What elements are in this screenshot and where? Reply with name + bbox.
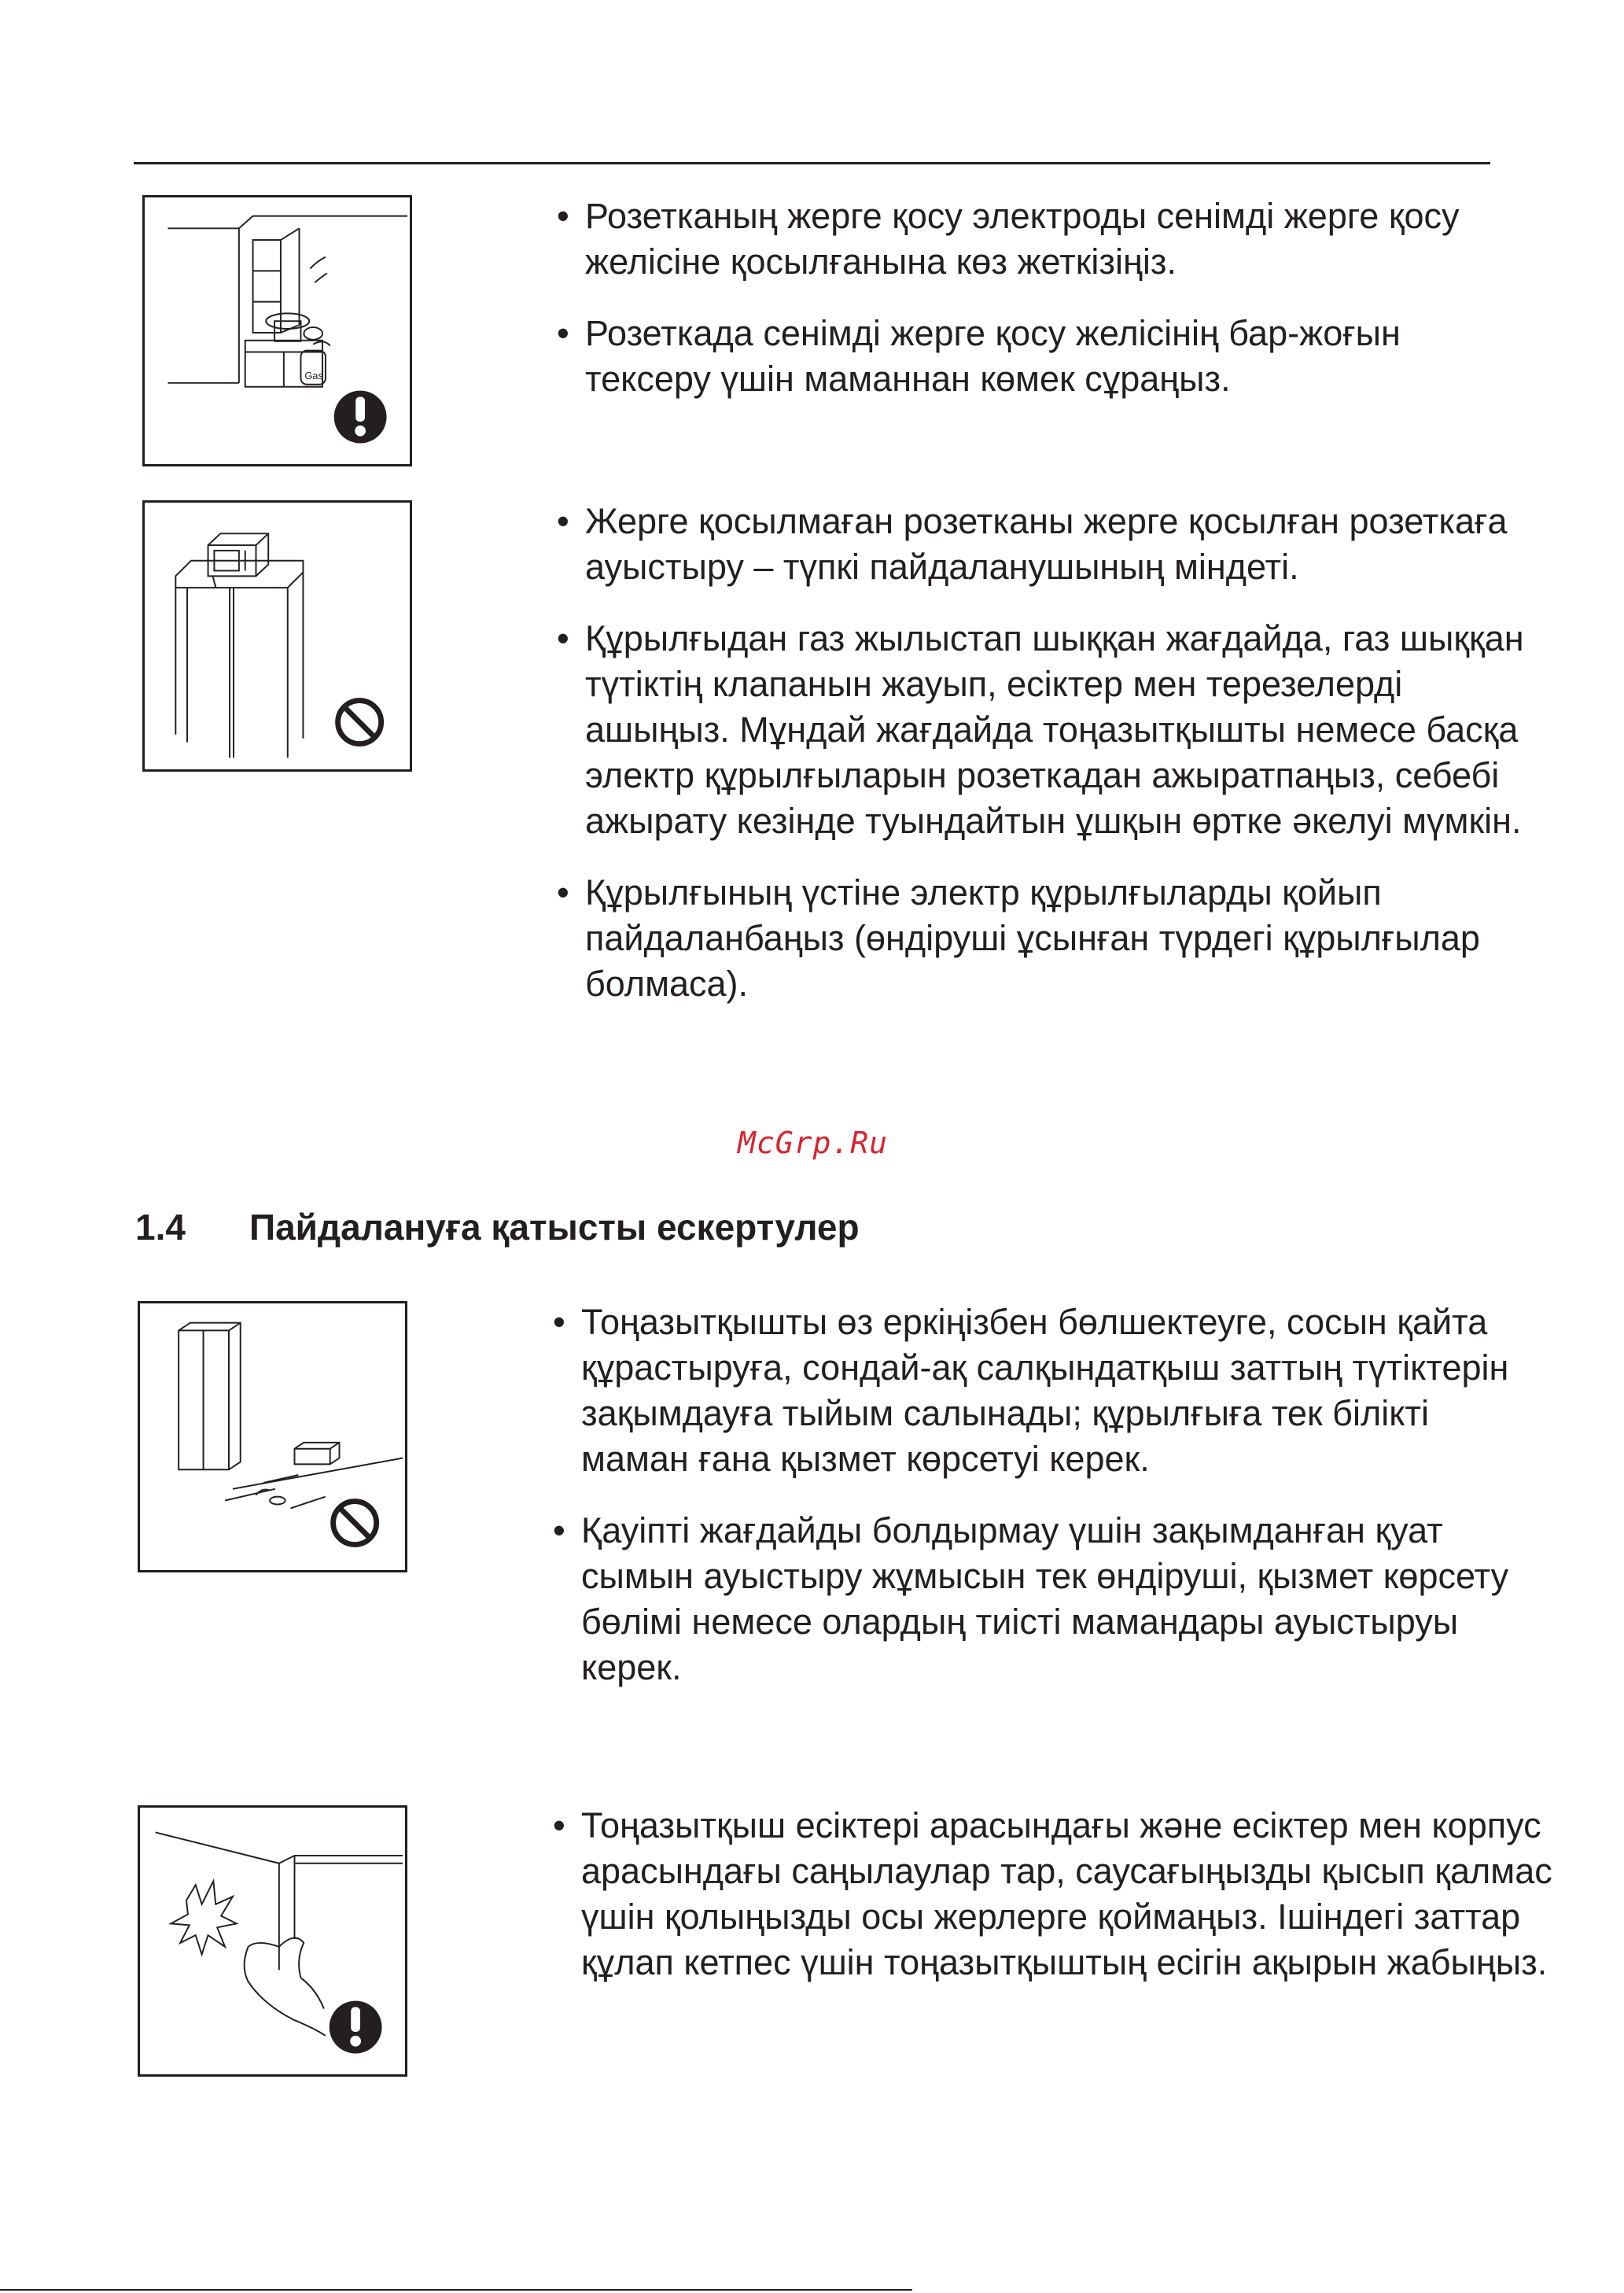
bullet-item: • Розеткада сенімді жерге қосу желісінің бар-жоғын тексеру үшін маманнан көмек сұраңыз. — [557, 313, 1401, 399]
door-pinch-illustration — [140, 1808, 405, 2074]
microwave-fridge-illustration — [145, 503, 410, 769]
section-heading — [135, 1204, 860, 1251]
text-block-3 — [553, 1299, 1540, 1716]
figure-door-pinch — [138, 1805, 407, 2077]
bullet-text: Құрылғыдан газ жылыстап шыққан жағдайда, газ шыққан түтіктің клапанын жауып, есіктер мен терезелерді ашыңыз. Мұндай жағдайда тоңазытқышты немесе басқа электр құрылғыларын розеткадан ажыратпаңыз, себебі ажырату кезінде туындайтын ұшқын өртке әкелуі мүмкін. — [585, 618, 1524, 841]
exclamation-icon — [330, 2001, 382, 2054]
prohibited-icon — [333, 1502, 377, 1545]
bullet-text: Қауіпті жағдайды болдырмау үшін зақымданған қуат сымын ауыстыру жұмысын тек өндіруші, қызмет көрсету бөлімі немесе олардың тиісті мамандары ауыстыруы керек. — [581, 1510, 1509, 1687]
bottom-rule — [0, 2289, 912, 2291]
section-number: 1.4 — [135, 1207, 186, 1248]
text-block-2 — [557, 499, 1540, 1033]
bullet-text: Жерге қосылмаған розетканы жерге қосылған розеткаға ауыстыру – түпкі пайдаланушының міндеті. — [585, 501, 1508, 587]
figure-microwave-on-fridge — [142, 500, 412, 772]
bullet-text: Тоңазытқышты өз еркіңізбен бөлшектеуге, сосын қайта құрастыруға, сондай-ақ салқындатқыш заттың түтіктерін зақымдауға тыйым салынады; құрылғыға тек білікті маман ғана қызмет көрсетуі керек. — [581, 1302, 1509, 1479]
bullet-item: • Құрылғының үстіне электр құрылғыларды қойып пайдаланбаңыз (өндіруші ұсынған түрдегі құрылғылар болмаса). — [557, 872, 1480, 1004]
bullet-item: • Тоңазытқыш есіктері арасындағы және есіктер мен корпус арасындағы саңылаулар тар, саусағыңызды қысып қалмас үшін қолыңызды осы жерлерге қоймаңыз. Ішіндегі заттар құлап кетпес үшін тоңазытқыштың есігін ақырын жабыңыз. — [553, 1805, 1552, 1982]
bullet-item: • Қауіпті жағдайды болдырмау үшін зақымданған қуат сымын ауыстыру жұмысын тек өндіруші, қызмет көрсету бөлімі немесе олардың тиісті мамандары ауыстыруы керек. — [553, 1510, 1509, 1687]
figure-disassembly — [138, 1301, 407, 1572]
bullet-text: Құрылғының үстіне электр құрылғыларды қойып пайдаланбаңыз (өндіруші ұсынған түрдегі құрылғылар болмаса). — [585, 872, 1480, 1004]
top-rule — [134, 162, 1490, 164]
bullet-item: • Құрылғыдан газ жылыстап шыққан жағдайда, газ шыққан түтіктің клапанын жауып, есіктер мен терезелерді ашыңыз. Мұндай жағдайда тоңазытқышты немесе басқа электр құрылғыларын розеткадан ажыратпаңыз, себебі ажырату кезінде туындайтын ұшқын өртке әкелуі мүмкін. — [557, 618, 1524, 841]
prohibited-icon — [338, 701, 381, 744]
bullet-item: • Розетканың жерге қосу электроды сенімді жерге қосу желісіне қосылғанына көз жеткізіңіз. — [557, 196, 1460, 282]
watermark: McGrp.Ru — [738, 1126, 889, 1160]
bullet-text: Розетканың жерге қосу электроды сенімді жерге қосу желісіне қосылғанына көз жеткізіңіз. — [585, 196, 1460, 282]
disassembly-illustration — [140, 1303, 405, 1570]
text-block-1 — [557, 194, 1532, 428]
section-title: Пайдалануға қатысты ескертулер — [249, 1207, 860, 1248]
bullet-text: Розеткада сенімді жерге қосу желісінің бар-жоғын тексеру үшін маманнан көмек сұраңыз. — [585, 313, 1401, 399]
bullet-item: • Жерге қосылмаған розетканы жерге қосылған розеткаға ауыстыру – түпкі пайдаланушының міндеті. — [557, 501, 1508, 587]
text-block-4 — [553, 1803, 1567, 2011]
bullet-item: • Тоңазытқышты өз еркіңізбен бөлшектеуге, сосын қайта құрастыруға, сондай-ақ салқындатқыш заттың түтіктерін зақымдауға тыйым салынады; құрылғыға тек білікті маман ғана қызмет көрсетуі керек. — [553, 1302, 1509, 1479]
figure-gas-stove — [142, 195, 412, 466]
exclamation-icon — [334, 391, 387, 444]
gas-stove-illustration — [145, 197, 410, 464]
bullet-text: Тоңазытқыш есіктері арасындағы және есіктер мен корпус арасындағы саңылаулар тар, саусағыңызды қысып қалмас үшін қолыңызды осы жерлерге қоймаңыз. Ішіндегі заттар құлап кетпес үшін тоңазытқыштың есігін ақырын жабыңыз. — [581, 1805, 1552, 1982]
gas-label: Gas — [304, 369, 323, 382]
